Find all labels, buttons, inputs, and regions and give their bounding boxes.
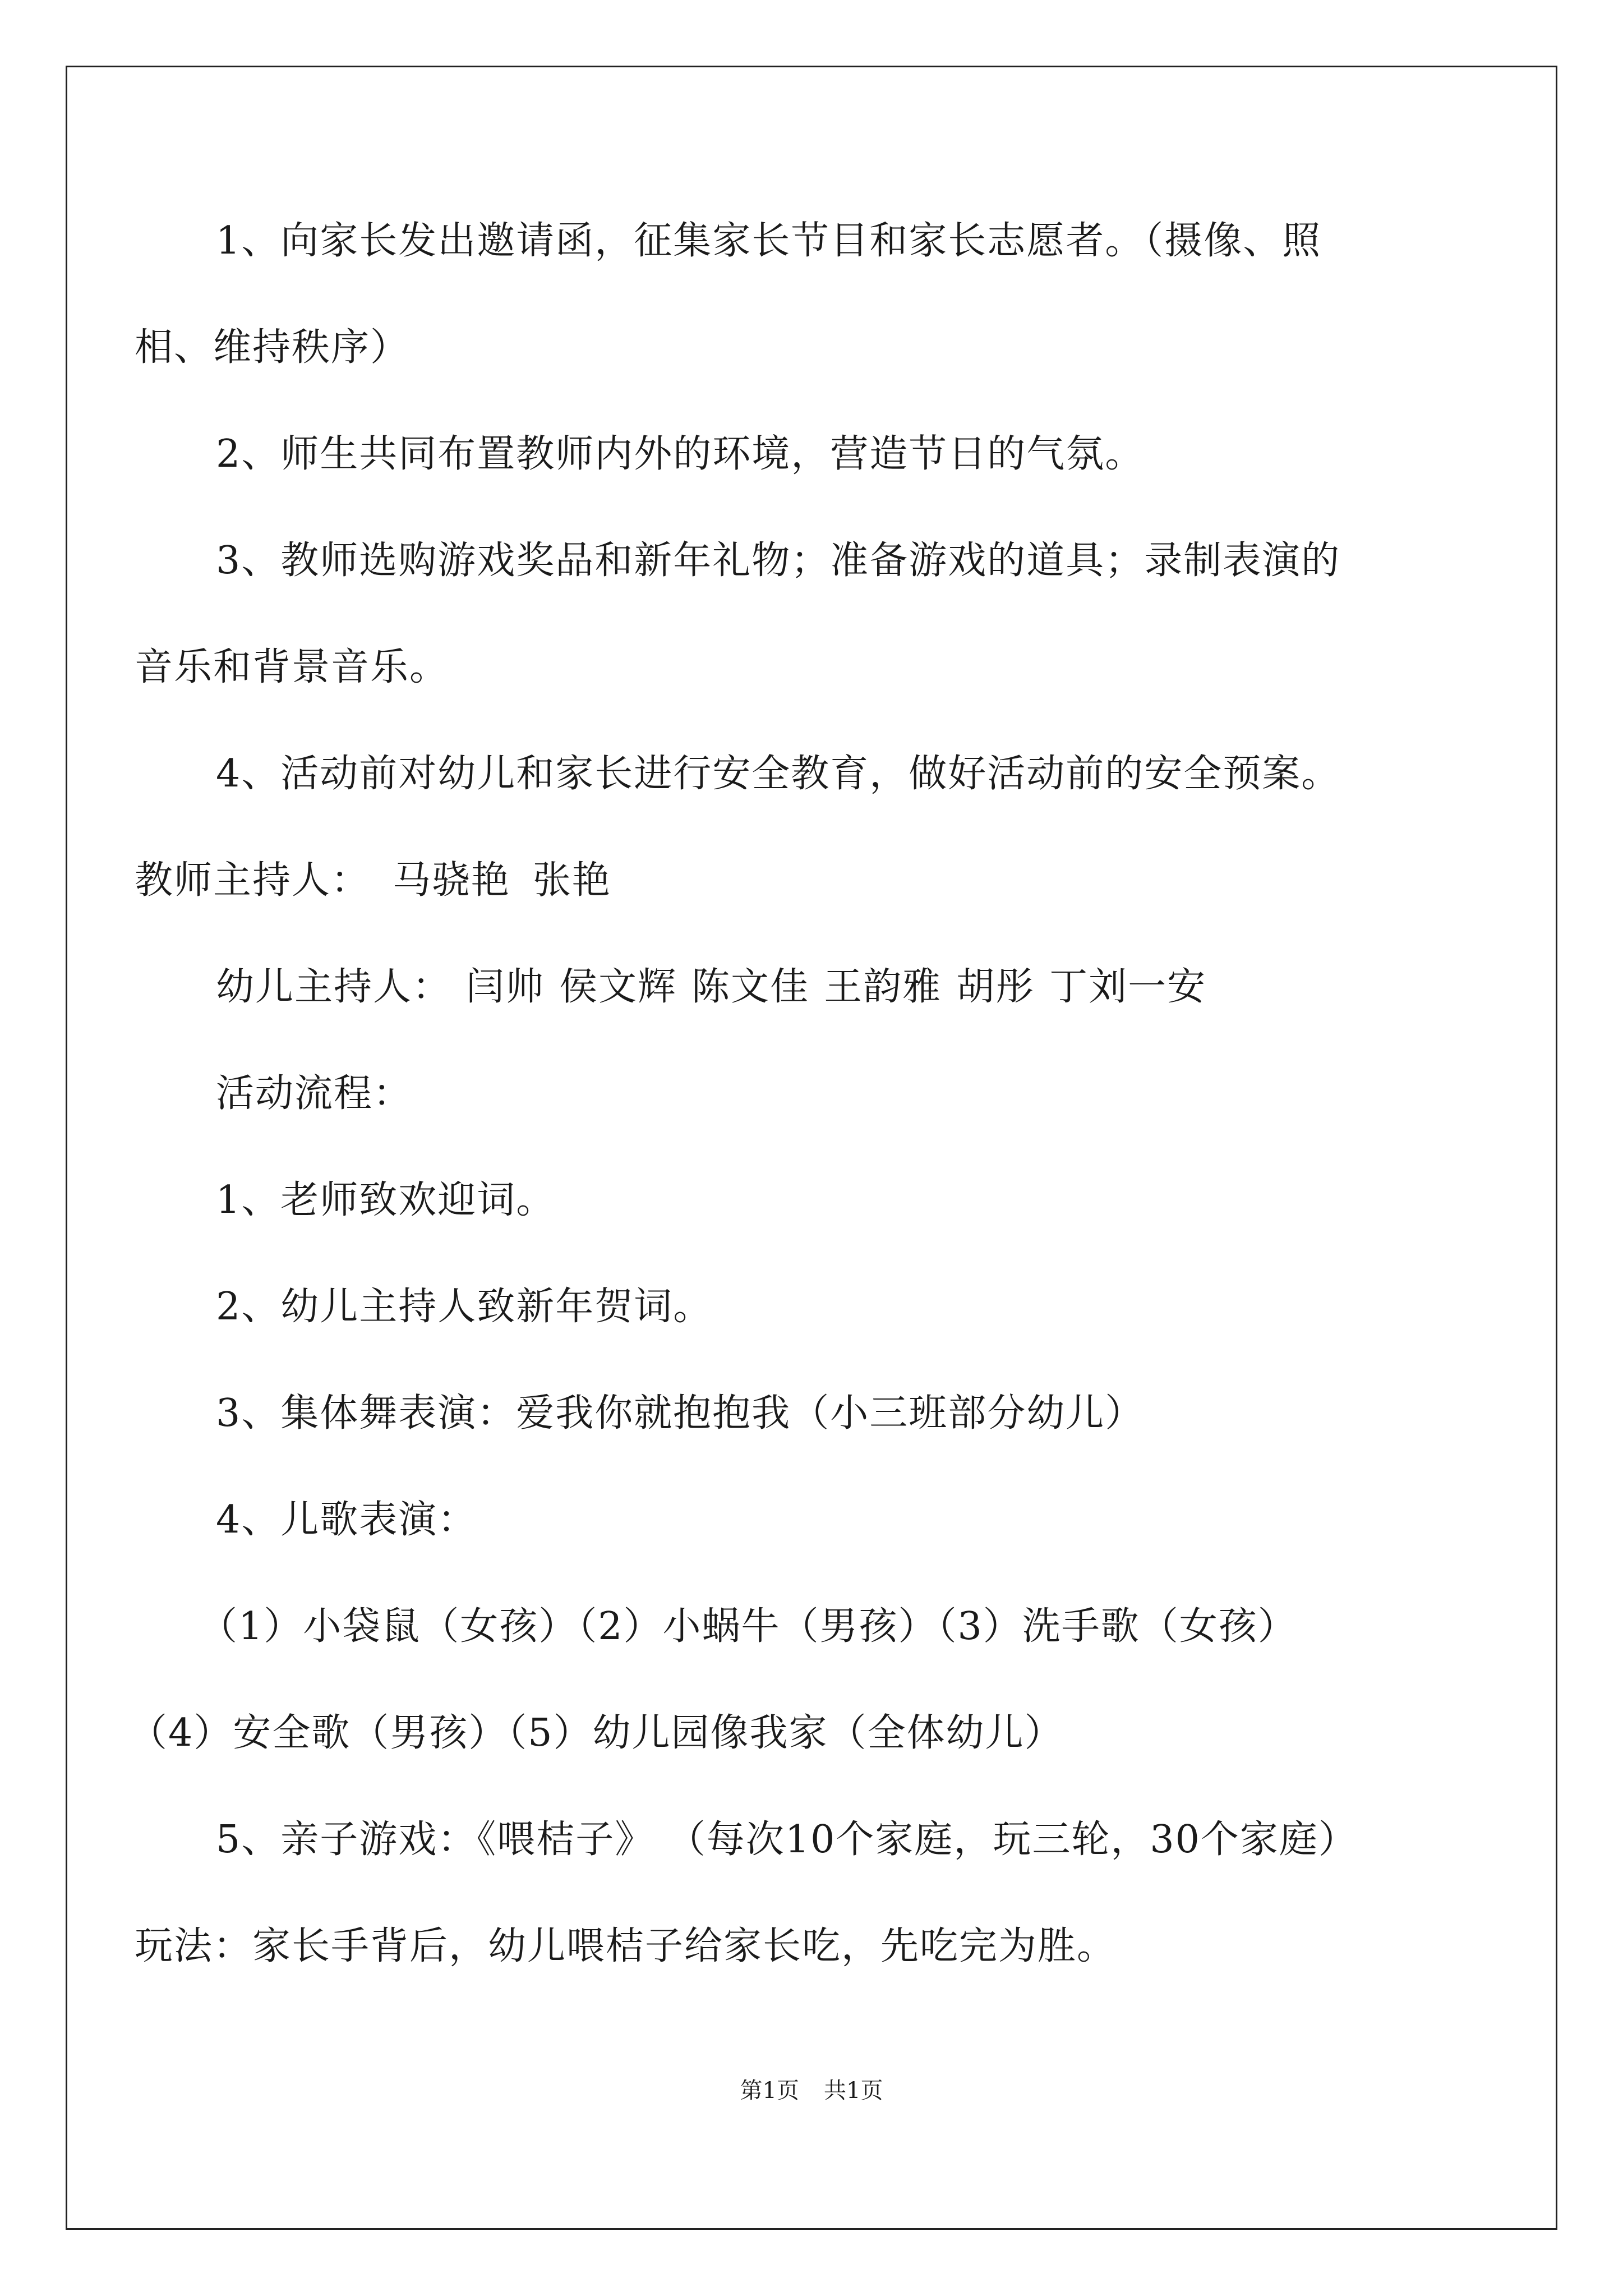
page-border [66,66,1557,2230]
child-host-name: 王韵雅 [824,965,942,1009]
child-host-name: 胡彤 [956,965,1035,1009]
songs-line-2: （4）安全歌（男孩）（5）幼儿园像我家（全体幼儿） [129,1711,1064,1755]
paragraph-prizes-line-1: 3、教师选购游戏奖品和新年礼物；准备游戏的道具；录制表演的 [216,539,1341,583]
flow-step-4: 4、儿歌表演： [216,1498,477,1542]
teacher-hosts-line [135,858,611,903]
child-host-name: 侯文辉 [559,965,677,1009]
page-total: 共1页 [824,2078,883,2104]
flow-step-5: 5、亲子游戏：《喂桔子》 （每次10个家庭，玩三轮，30个家庭） [216,1818,1358,1862]
child-hosts-line [216,965,1206,1010]
flow-heading: 活动流程： [216,1071,413,1116]
flow-step-2: 2、幼儿主持人致新年贺词。 [216,1285,713,1329]
child-host-name: 闫帅 [466,965,545,1009]
teacher-host-name: 张艳 [533,858,612,903]
songs-line-1: （1）小袋鼠（女孩）（2）小蜗牛（男孩）（3）洗手歌（女孩） [199,1604,1297,1649]
page-footer [0,2077,1623,2105]
paragraph-invitation-line-2: 相、维持秩序） [135,325,410,370]
game-rules: 玩法：家长手背后，幼儿喂桔子给家长吃，先吃完为胜。 [135,1924,1117,1968]
paragraph-prizes-line-2: 音乐和背景音乐。 [135,645,449,689]
flow-step-1: 1、老师致欢迎词。 [216,1178,556,1222]
page-number: 第1页 [740,2078,799,2104]
paragraph-invitation-line-1: 1、向家长发出邀请函，征集家长节目和家长志愿者。（摄像、照 [216,219,1322,263]
teacher-hosts-label: 教师主持人： [135,858,371,903]
child-host-name: 陈文佳 [691,965,810,1009]
child-hosts-label: 幼儿主持人： [216,965,452,1009]
teacher-host-name: 马骁艳 [393,858,511,903]
flow-step-3: 3、集体舞表演：爱我你就抱抱我（小三班部分幼儿） [216,1391,1145,1435]
paragraph-environment: 2、师生共同布置教师内外的环境，营造节日的气氛。 [216,432,1145,476]
paragraph-safety: 4、活动前对幼儿和家长进行安全教育，做好活动前的安全预案。 [216,752,1341,796]
child-host-name: 丁刘一安 [1049,965,1207,1009]
